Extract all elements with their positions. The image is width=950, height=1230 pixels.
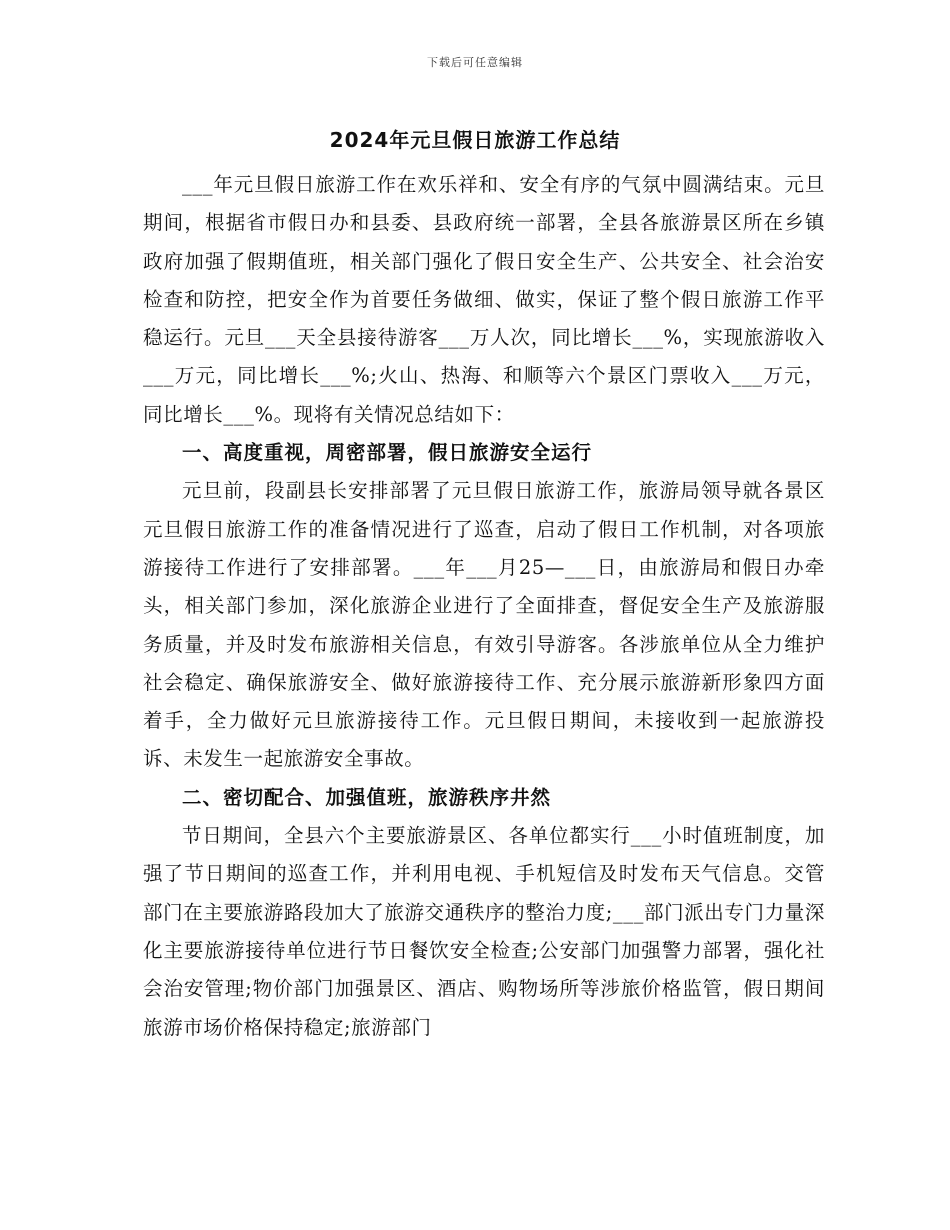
section-heading-2: 二、密切配合、加强值班，旅游秩序井然 xyxy=(182,785,552,809)
header-note: 下载后可任意编辑 xyxy=(427,56,523,69)
document-body xyxy=(143,166,825,1047)
section-heading-1: 一、高度重视，周密部署，假日旅游安全运行 xyxy=(182,441,593,465)
intro-paragraph: ___年元旦假日旅游工作在欢乐祥和、安全有序的气氛中圆满结束。元旦期间，根据省市假日办和县委、县政府统一部署，全县各旅游景区所在乡镇政府加强了假期值班，相关部门强化了假日安全生产、公共安全、社会治安检查和防控，把安全作为首要任务做细、做实，保证了整个假日旅游工作平稳运行。元旦___天全县接待游客___万人次，同比增长___%，实现旅游收入___万元，同比增长___%;火山、热海、和顺等六个景区门票收入___万元，同比增长___%。现将有关情况总结如下： xyxy=(143,173,825,426)
section-2-paragraph: 节日期间，全县六个主要旅游景区、各单位都实行___小时值班制度，加强了节日期间的巡查工作，并利用电视、手机短信及时发布天气信息。交管部门在主要旅游路段加大了旅游交通秩序的整治力度;___部门派出专门力量深化主要旅游接待单位进行节日餐饮安全检查;公安部门加强警力部署，强化社会治安管理;物价部门加强景区、酒店、购物场所等涉旅价格监管，假日期间旅游市场价格保持稳定;旅游部门 xyxy=(143,824,825,1039)
document-title: 2024年元旦假日旅游工作总结 xyxy=(329,128,621,152)
section-1-paragraph: 元旦前，段副县长安排部署了元旦假日旅游工作，旅游局领导就各景区元旦假日旅游工作的准备情况进行了巡查，启动了假日工作机制，对各项旅游接待工作进行了安排部署。___年___月25—___日，由旅游局和假日办牵头，相关部门参加，深化旅游企业进行了全面排查，督促安全生产及旅游服务质量，并及时发布旅游相关信息，有效引导游客。各涉旅单位从全力维护社会稳定、确保旅游安全、做好旅游接待工作、充分展示旅游新形象四方面着手，全力做好元旦旅游接待工作。元旦假日期间，未接收到一起旅游投诉、未发生一起旅游安全事故。 xyxy=(143,479,825,771)
